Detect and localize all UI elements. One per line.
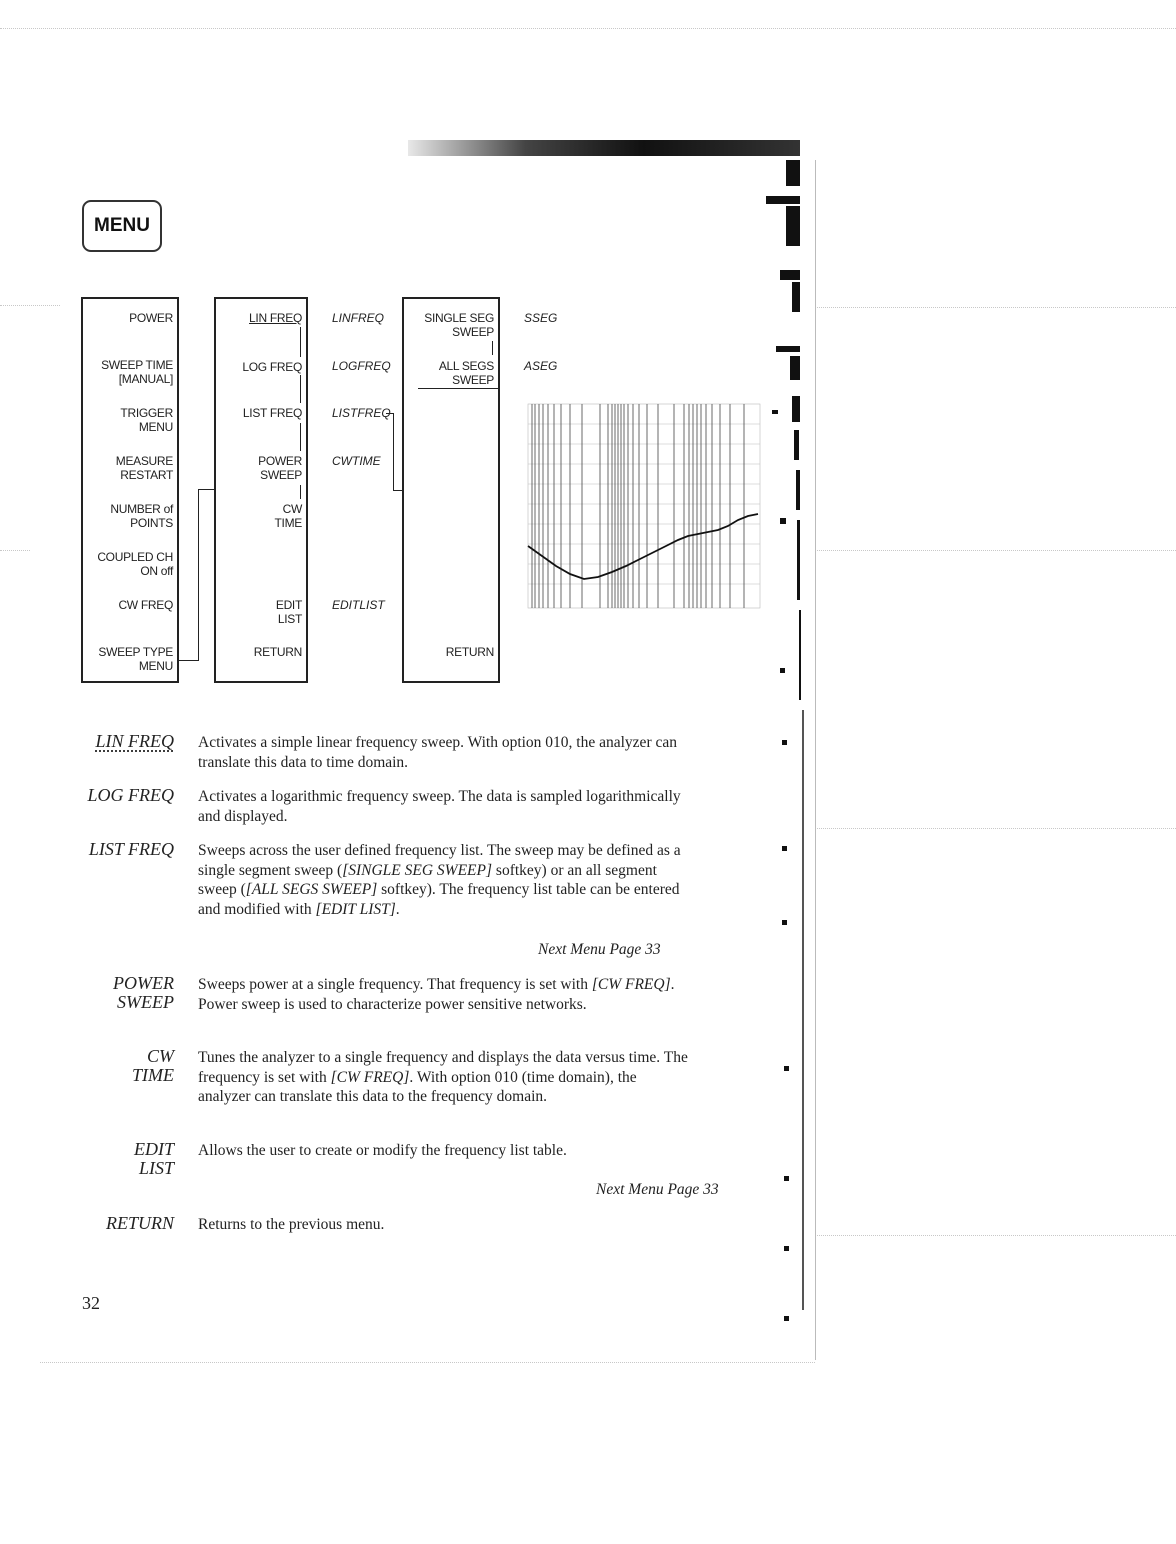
connector-line	[198, 489, 214, 490]
connector-line	[393, 413, 394, 491]
connector-line	[179, 660, 199, 661]
connector-line	[198, 489, 199, 661]
softkey-log-freq: LOG FREQ	[242, 360, 302, 374]
mnemonic-cwtime: CWTIME	[332, 454, 381, 468]
desc-power-sweep: Sweeps power at a single frequency. That frequency is set with [CW FREQ]. Power sweep is used to characterize power sensitive networks.	[198, 976, 675, 1013]
mnemonic-sseg: SSEG	[524, 311, 558, 325]
scan-line	[0, 305, 60, 306]
softkey-coupled-ch: COUPLED CH ON off	[97, 550, 173, 578]
softkey-power: POWER	[129, 311, 173, 325]
scan-line	[815, 828, 1176, 829]
softkey-sweep-time: SWEEP TIME [MANUAL]	[101, 358, 173, 386]
term-return: RETURN	[105, 1213, 174, 1233]
softkey-return: RETURN	[253, 645, 302, 659]
softkey-edit-list: EDIT LIST	[275, 598, 302, 626]
divider	[300, 423, 301, 451]
term-cw-time: CW TIME	[132, 1046, 174, 1085]
term-edit-list: EDIT LIST	[134, 1139, 174, 1178]
softkey-panel-sweep-type	[214, 297, 308, 683]
scan-line	[815, 1235, 1176, 1236]
scan-line	[40, 1362, 815, 1363]
desc-lin-freq: Activates a simple linear frequency sweep. With option 010, the analyzer can translate this data to time domain.	[198, 734, 677, 771]
term-list-freq: LIST FREQ	[88, 839, 174, 859]
mnemonic-editlist: EDITLIST	[332, 598, 385, 612]
softkey-number-of-points: NUMBER of POINTS	[110, 502, 173, 530]
next-menu-link: Next Menu Page 33	[538, 941, 661, 958]
term-lin-freq: LIN FREQ	[95, 731, 174, 751]
softkey-panel-list-freq	[402, 297, 500, 683]
term-log-freq: LOG FREQ	[87, 785, 174, 805]
page-number: 32	[82, 1293, 100, 1313]
sweep-trace-illustration	[508, 396, 770, 622]
mnemonic-linfreq: LINFREQ	[332, 311, 385, 325]
mnemonic-listfreq: LISTFREQ	[332, 406, 391, 420]
softkey-panel-stimulus	[81, 297, 179, 683]
scan-line	[815, 307, 1176, 308]
softkey-list-freq: LIST FREQ	[242, 406, 302, 420]
scan-line	[815, 550, 1176, 551]
term-power-sweep: POWER SWEEP	[113, 973, 174, 1012]
softkey-measure-restart: MEASURE RESTART	[115, 454, 173, 482]
softkey-return: RETURN	[445, 645, 494, 659]
next-menu-link: Next Menu Page 33	[596, 1181, 719, 1198]
divider	[300, 485, 301, 499]
scan-line	[0, 28, 1176, 29]
divider	[300, 375, 301, 403]
header-bar	[408, 140, 800, 156]
softkey-all-segs-sweep: ALL SEGS SWEEP	[438, 359, 494, 387]
divider	[418, 388, 498, 389]
softkey-lin-freq: LIN FREQ	[249, 311, 302, 325]
desc-log-freq: Activates a logarithmic frequency sweep. The data is sampled logarithmically and displayed.	[198, 788, 681, 825]
softkey-cw-time: CW TIME	[274, 502, 302, 530]
softkey-single-seg-sweep: SINGLE SEG SWEEP	[424, 311, 494, 339]
desc-list-freq: Sweeps across the user defined frequency list. The sweep may be defined as a single segment sweep ([SINGLE SEG SWEEP] softkey) or an all segment sweep ([ALL SEGS SWEEP] softkey). The frequency list table can be entered and modified with [EDIT LIST].	[198, 842, 681, 918]
softkey-sweep-type-menu: SWEEP TYPE MENU	[98, 645, 173, 673]
softkey-cw-freq: CW FREQ	[118, 598, 173, 612]
mnemonic-aseg: ASEG	[524, 359, 558, 373]
scan-line	[0, 550, 30, 551]
desc-edit-list: Allows the user to create or modify the frequency list table.	[198, 1142, 567, 1159]
desc-return: Returns to the previous menu.	[198, 1216, 385, 1233]
menu-key: MENU	[82, 200, 162, 252]
softkey-trigger-menu: TRIGGER MENU	[120, 406, 173, 434]
mnemonic-logfreq: LOGFREQ	[332, 359, 391, 373]
softkey-power-sweep: POWER SWEEP	[258, 454, 302, 482]
divider	[492, 341, 493, 355]
divider	[300, 327, 301, 357]
desc-cw-time: Tunes the analyzer to a single frequency and displays the data versus time. The frequency is set with [CW FREQ]. With option 010 (time domain), the analyzer can translate this data to the frequency domain.	[198, 1049, 688, 1105]
